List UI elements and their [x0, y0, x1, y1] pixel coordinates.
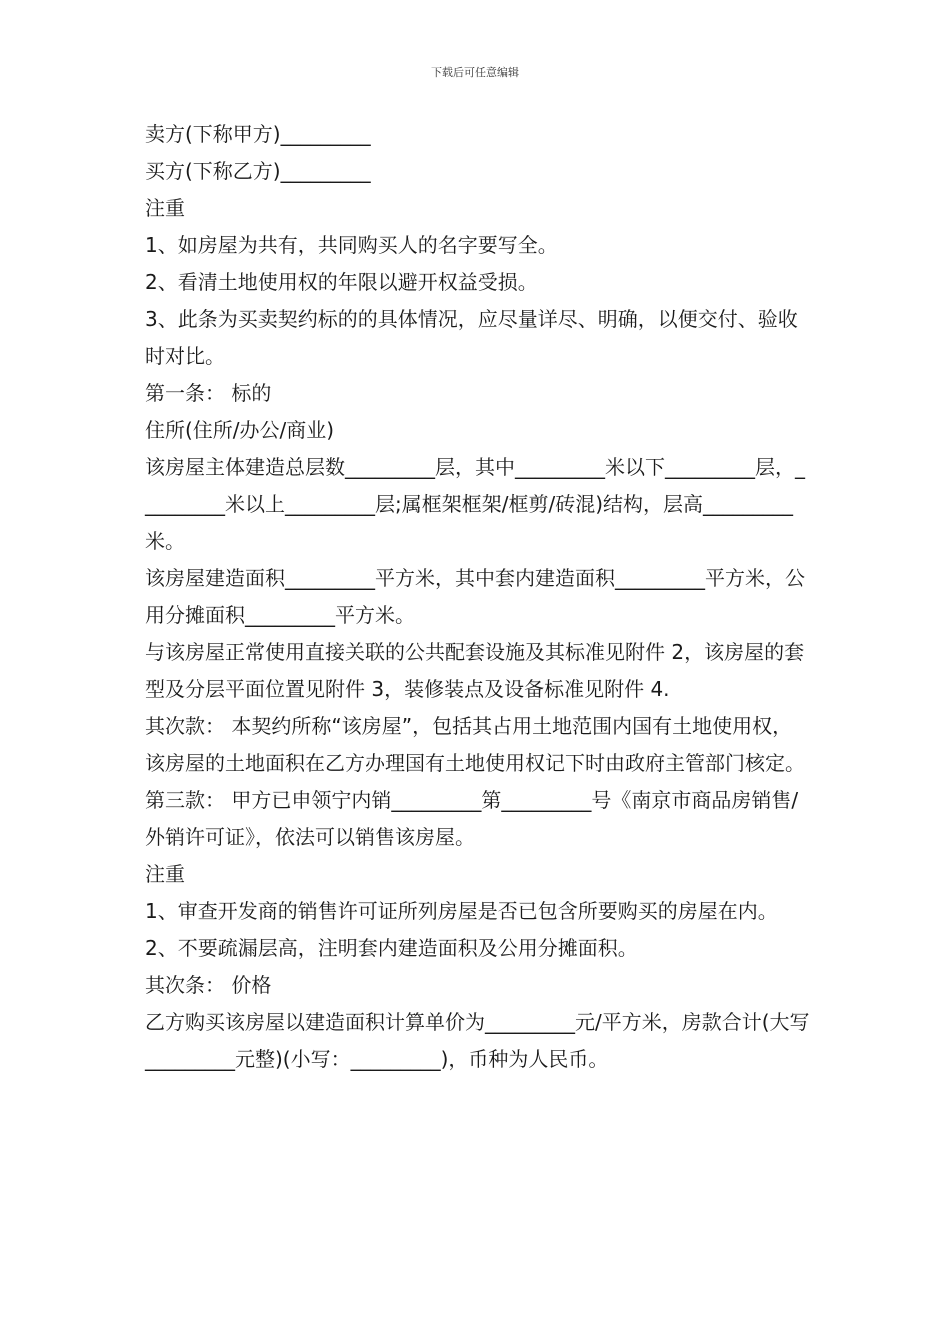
- area-paragraph: 该房屋建造面积_________平方米，其中套内建造面积_________平方米，公用分摊面积_________平方米。: [145, 566, 805, 627]
- clause-2-paragraph: 其次款： 本契约所称“该房屋”，包括其占用土地范围内国有土地使用权，该房屋的土地面积在乙方办理国有土地使用权记下时由政府主管部门核定。: [145, 714, 805, 775]
- floors-paragraph: 该房屋主体建造总层数_________层，其中_________米以下_________层，_________米以上_________层;属框架框架/框剪/砖混)结构，层高_________米。: [145, 455, 805, 553]
- seller-line: 卖方(下称甲方)_________: [145, 122, 371, 146]
- note-heading: 注重: [145, 196, 185, 220]
- buyer-line: 买方(下称乙方)_________: [145, 159, 371, 183]
- page-header-note: 下载后可任意编辑: [431, 66, 519, 79]
- clause-3-paragraph: 第三款： 甲方已申领宁内销_________第_________号《南京市商品房销售/外销许可证》，依法可以销售该房屋。: [145, 788, 799, 849]
- note-heading-2: 注重: [145, 862, 185, 886]
- note-item-3: 3、此条为买卖契约标的的具体情况，应尽量详尽、明确，以便交付、验收时对比。: [145, 307, 798, 368]
- note-item-2b: 2、不要疏漏层高，注明套内建造面积及公用分摊面积。: [145, 936, 638, 960]
- note-item-1b: 1、审查开发商的销售许可证所列房屋是否已包含所要购买的房屋在内。: [145, 899, 778, 923]
- article-2-heading: 其次条： 价格: [145, 973, 272, 997]
- usage-line: 住所(住所/办公/商业): [145, 418, 335, 442]
- price-paragraph: 乙方购买该房屋以建造面积计算单价为_________元/平方米，房款合计(大写_________元整)(小写：_________)，币种为人民币。: [145, 1010, 810, 1071]
- document-body: [145, 116, 810, 1078]
- note-item-2: 2、看清土地使用权的年限以避开权益受损。: [145, 270, 538, 294]
- article-1-heading: 第一条： 标的: [145, 381, 272, 405]
- facilities-paragraph: 与该房屋正常使用直接关联的公共配套设施及其标准见附件 2，该房屋的套型及分层平面位置见附件 3，装修装点及设备标准见附件 4.: [145, 640, 805, 701]
- note-item-1: 1、如房屋为共有，共同购买人的名字要写全。: [145, 233, 558, 257]
